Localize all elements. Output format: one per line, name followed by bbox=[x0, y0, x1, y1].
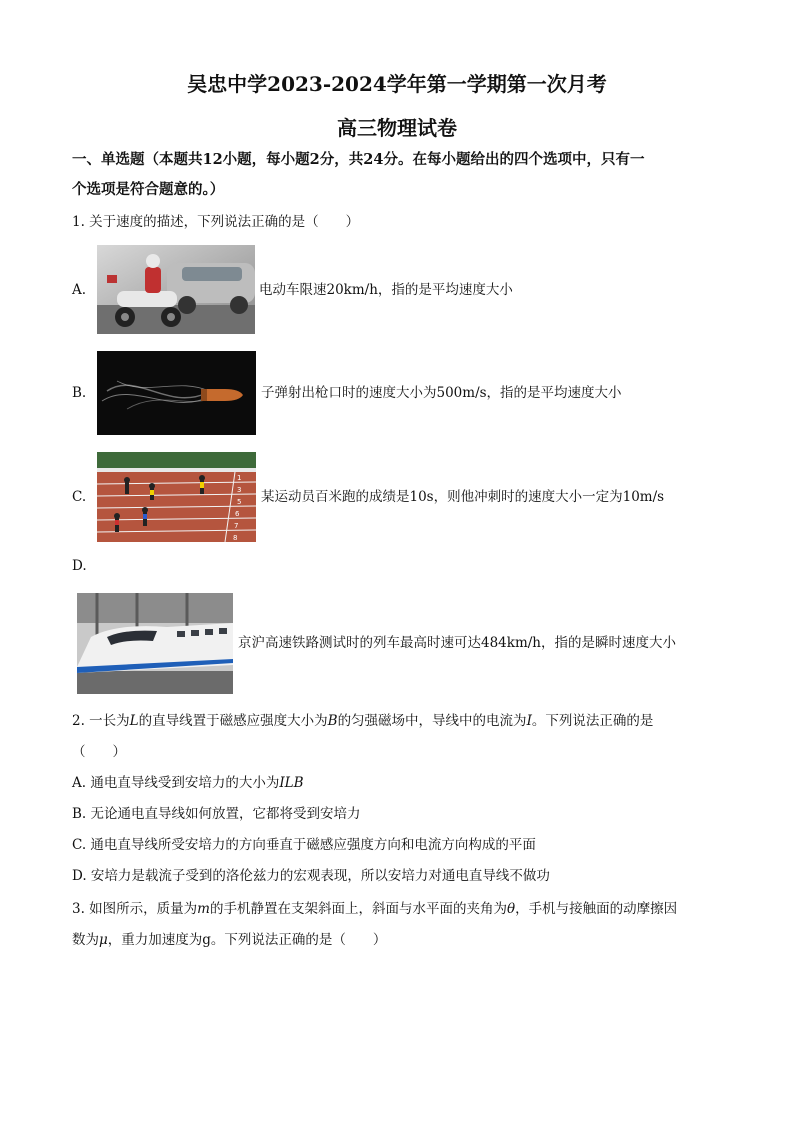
svg-text:6: 6 bbox=[235, 510, 240, 518]
q2-option-c: C. 通电直导线所受安培力的方向垂直于磁感应强度方向和电流方向构成的平面 bbox=[72, 837, 536, 853]
q2-stem-part: 的匀强磁场中，导线中的电流为 bbox=[337, 713, 527, 729]
q3-stem-part: 的手机静置在支架斜面上，斜面与水平面的夹角为 bbox=[209, 901, 507, 917]
q1-option-b-letter: B. bbox=[72, 385, 87, 401]
q1-option-a-text: 电动车限速20km/h，指的是平均速度大小 bbox=[259, 282, 513, 298]
svg-text:7: 7 bbox=[234, 522, 239, 530]
q2-option-a-text: A. 通电直导线受到安培力的大小为 bbox=[72, 775, 280, 791]
svg-text:3: 3 bbox=[237, 486, 242, 494]
exam-title: 吴忠中学2023-2024学年第一学期第一次月考 bbox=[187, 72, 607, 96]
var-friction-coef: μ bbox=[99, 932, 108, 948]
q2-answer-blank: （ ） bbox=[72, 744, 126, 760]
var-angle: θ bbox=[506, 901, 516, 917]
train-photo bbox=[77, 593, 233, 694]
q2-stem-part: 。下列说法正确的是 bbox=[531, 713, 654, 729]
q2-option-a bbox=[72, 773, 304, 793]
bullet-photo bbox=[97, 351, 256, 435]
exam-subtitle: 高三物理试卷 bbox=[337, 116, 457, 140]
q2-option-b: B. 无论通电直导线如何放置，它都将受到安培力 bbox=[72, 806, 361, 822]
section-heading: 一、单选题（本题共12小题，每小题2分，共24分。在每小题给出的四个选项中，只有一 bbox=[72, 151, 645, 168]
var-field: B bbox=[327, 713, 338, 729]
q3-stem-cont bbox=[72, 930, 386, 950]
q3-stem-part: ，重力加速度为g。下列说法正确的是（ ） bbox=[107, 932, 387, 948]
q1-option-d-letter: D. bbox=[72, 558, 87, 574]
q2-option-d: D. 安培力是载流子受到的洛伦兹力的宏观表现，所以安培力对通电直导线不做功 bbox=[72, 868, 550, 884]
var-length: L bbox=[129, 713, 139, 729]
q3-stem-part: ，手机与接触面的动摩擦因 bbox=[515, 901, 678, 917]
q1-option-c-text: 某运动员百米跑的成绩是10s，则他冲刺时的速度大小一定为10m/s bbox=[261, 489, 665, 505]
scooter-photo bbox=[97, 245, 255, 334]
q1-option-d-text: 京沪高速铁路测试时的列车最高时速可达484km/h，指的是瞬时速度大小 bbox=[238, 635, 676, 651]
q2-stem-part: 2. 一长为 bbox=[72, 713, 130, 729]
var-current: I bbox=[526, 713, 532, 729]
q2-stem-part: 的直导线置于磁感应强度大小为 bbox=[138, 713, 328, 729]
var-mass: m bbox=[197, 901, 210, 917]
svg-text:8: 8 bbox=[233, 534, 238, 542]
var-force-expr: ILB bbox=[279, 775, 304, 791]
q1-option-b-text: 子弹射出枪口时的速度大小为500m/s，指的是平均速度大小 bbox=[261, 385, 622, 401]
q2-stem bbox=[72, 711, 653, 731]
q3-stem bbox=[72, 899, 677, 919]
q1-stem: 1. 关于速度的描述，下列说法正确的是（ ） bbox=[72, 214, 360, 230]
q1-option-c-letter: C. bbox=[72, 489, 87, 505]
q1-option-a-letter: A. bbox=[72, 282, 87, 298]
q3-stem-part: 数为 bbox=[72, 932, 99, 948]
section-heading-cont: 个选项是符合题意的。） bbox=[72, 181, 225, 198]
svg-text:5: 5 bbox=[237, 498, 242, 506]
svg-text:1: 1 bbox=[237, 474, 242, 482]
sprint-photo bbox=[97, 452, 256, 542]
q3-stem-part: 3. 如图所示，质量为 bbox=[72, 901, 198, 917]
